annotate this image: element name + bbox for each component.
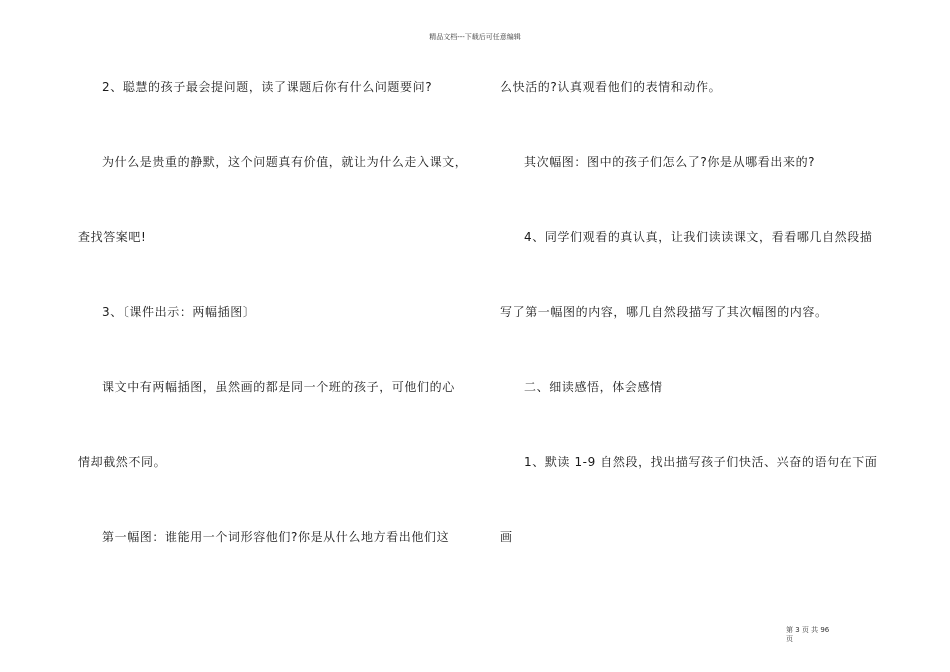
paragraph-line: 查找答案吧! xyxy=(78,230,147,244)
paragraph-line: 1、默读 1-9 自然段，找出描写孩子们快活、兴奋的语句在下面 xyxy=(524,455,878,469)
paragraph-line: 2、聪慧的孩子最会提问题，读了课题后你有什么问题要问? xyxy=(102,80,433,94)
left-column xyxy=(78,0,478,672)
paragraph-line: 为什么是贵重的静默，这个问题真有价值，就让为什么走入课文， xyxy=(102,155,468,169)
paragraph-line: 么快活的?认真观看他们的表情和动作。 xyxy=(500,80,722,94)
page-number-line: 第 3 页 共 96 xyxy=(786,626,830,634)
paragraph-line: 第一幅图：谁能用一个词形容他们?你是从什么地方看出他们这 xyxy=(102,530,450,544)
paragraph-line: 其次幅图：图中的孩子们怎么了?你是从哪看出来的? xyxy=(524,155,816,169)
paragraph-line: 3、〔课件出示：两幅插图〕 xyxy=(102,305,256,319)
paragraph-line: 情却截然不同。 xyxy=(78,455,167,469)
page-header: 精品文档---下载后可任意编辑 xyxy=(429,33,521,41)
right-column xyxy=(500,0,890,672)
page-number-line: 页 xyxy=(786,635,793,643)
paragraph-line: 4、同学们观看的真认真，让我们读读课文，看看哪几自然段描 xyxy=(524,230,873,244)
paragraph-line: 课文中有两幅插图，虽然画的都是同一个班的孩子，可他们的心 xyxy=(102,380,455,394)
paragraph-line: 写了第一幅图的内容，哪几自然段描写了其次幅图的内容。 xyxy=(500,305,828,319)
section-heading: 二、细读感悟，体会感情 xyxy=(524,380,663,394)
page-number xyxy=(786,626,846,644)
paragraph-line: 画 xyxy=(500,530,513,544)
